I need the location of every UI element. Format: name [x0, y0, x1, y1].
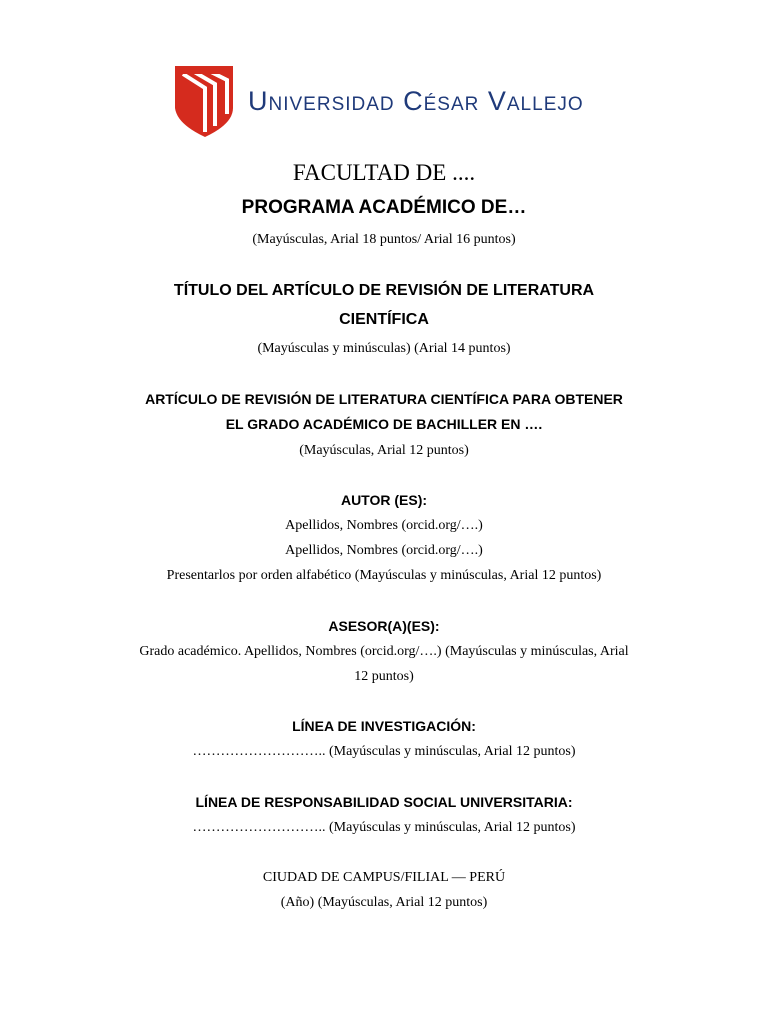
advisors-heading: ASESOR(A)(ES):: [328, 618, 440, 634]
year-note: (Año) (Mayúsculas, Arial 12 puntos): [280, 895, 488, 910]
degree-line1: ARTÍCULO DE REVISIÓN DE LITERATURA CIENTÍFICA PARA OBTENER: [145, 391, 623, 407]
article-title-line1: TÍTULO DEL ARTÍCULO DE REVISIÓN DE LITERATURA: [173, 282, 595, 299]
advisor-entry-line1: Grado académico. Apellidos, Nombres (orcid.org/….) (Mayúsculas y minúsculas, Arial: [139, 644, 629, 659]
social-line-text: ……………………….. (Mayúsculas y minúsculas, Arial 12 puntos): [192, 820, 576, 835]
faculty-title: FACULTAD DE ....: [292, 160, 476, 185]
degree-line2: EL GRADO ACADÉMICO DE BACHILLER EN ….: [225, 416, 543, 432]
university-name: Universidad César Vallejo: [248, 86, 584, 116]
article-title-note: (Mayúsculas y minúsculas) (Arial 14 puntos): [257, 341, 511, 356]
article-title-line2: CIENTÍFICA: [339, 311, 429, 328]
advisor-entry-line2: 12 puntos): [354, 669, 414, 684]
program-note: (Mayúsculas, Arial 18 puntos/ Arial 16 puntos): [252, 232, 516, 247]
city-country: CIUDAD DE CAMPUS/FILIAL — PERÚ: [262, 870, 506, 885]
author-entry: Apellidos, Nombres (orcid.org/….): [285, 543, 483, 558]
degree-note: (Mayúsculas, Arial 12 puntos): [299, 443, 469, 458]
research-line-heading: LÍNEA DE INVESTIGACIÓN:: [292, 718, 476, 734]
program-title: PROGRAMA ACADÉMICO DE…: [241, 197, 527, 218]
authors-note: Presentarlos por orden alfabético (Mayúsculas y minúsculas, Arial 12 puntos): [166, 568, 602, 583]
social-line-heading: LÍNEA DE RESPONSABILIDAD SOCIAL UNIVERSITARIA:: [195, 794, 573, 810]
author-entry: Apellidos, Nombres (orcid.org/….): [285, 518, 483, 533]
research-line-text: ……………………….. (Mayúsculas y minúsculas, Arial 12 puntos): [192, 744, 576, 759]
authors-heading: AUTOR (ES):: [340, 492, 428, 508]
university-logo-icon: [175, 66, 235, 138]
